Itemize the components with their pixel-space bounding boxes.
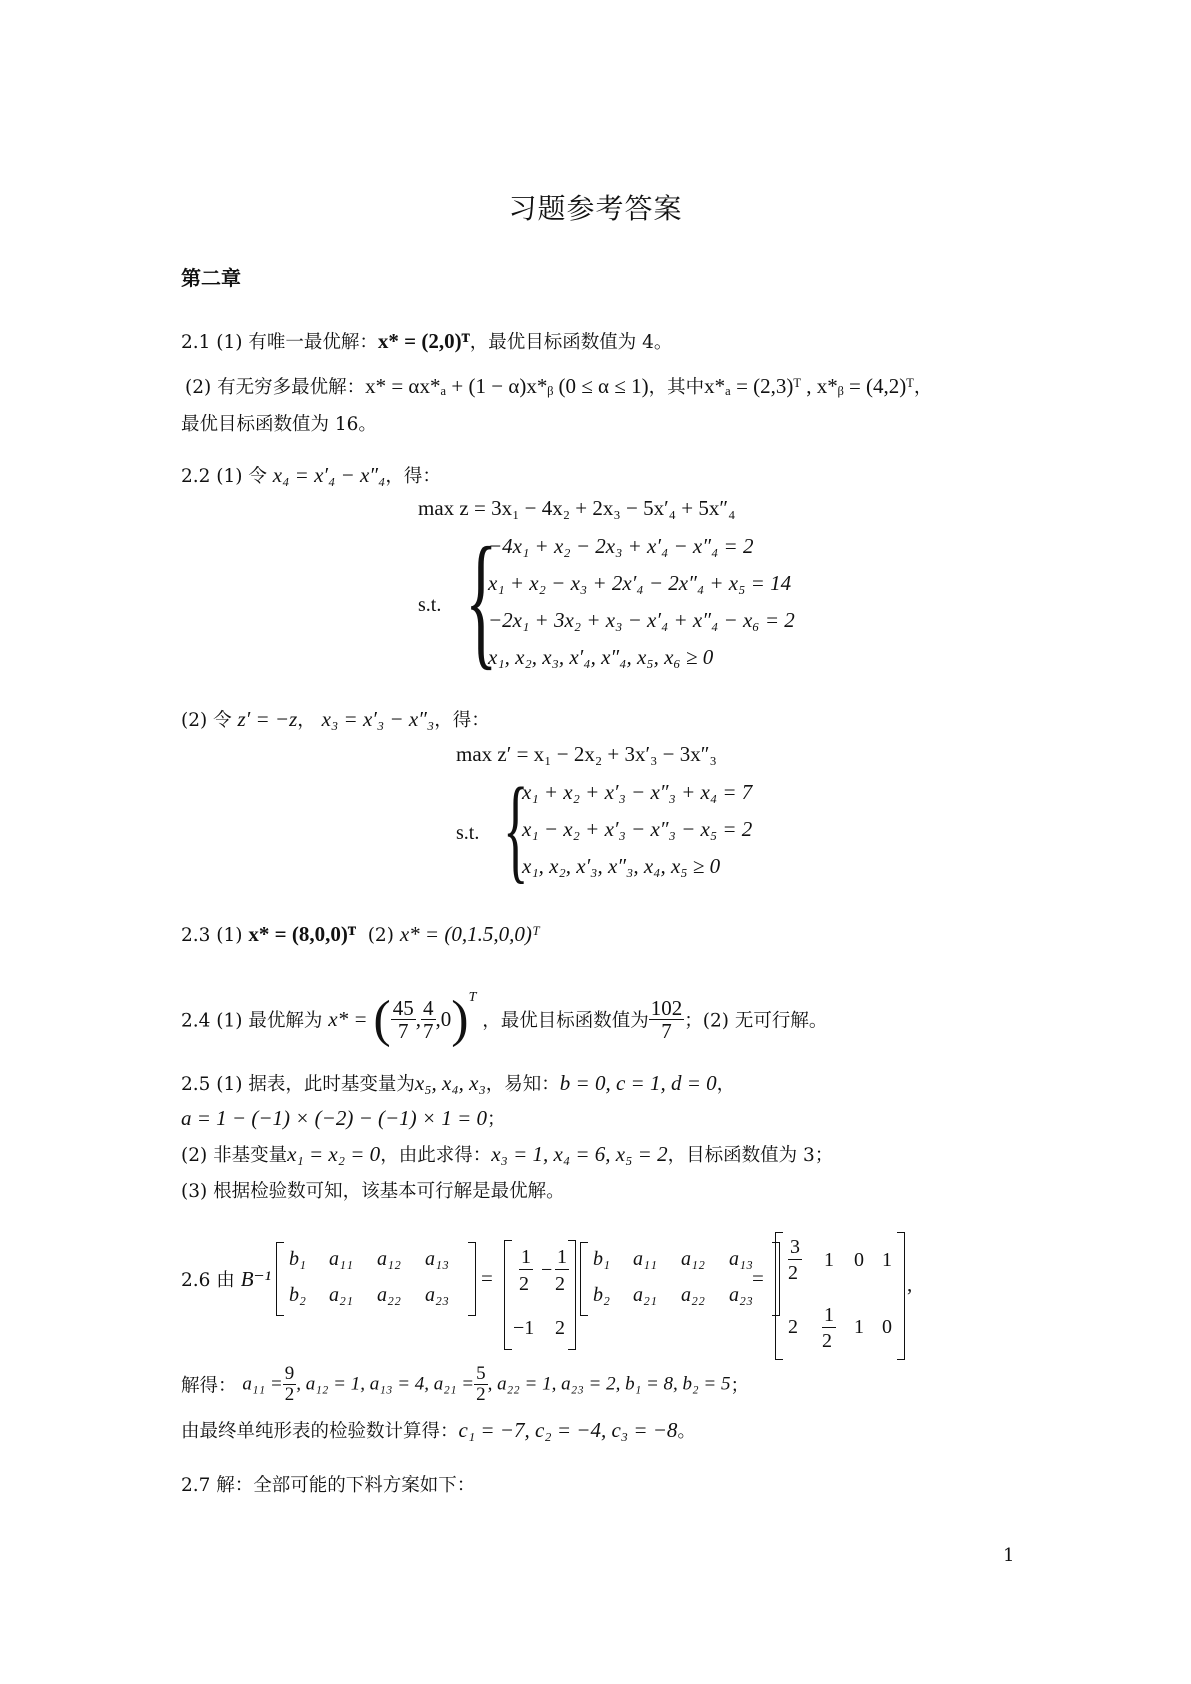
answer-2-3: 2.3 (1) x* = (8,0,0)ᵀ (2) x* = (0,1.5,0,0)ᵀ: [181, 922, 540, 946]
lp2-constraint-1: x₁ + x₂ + x′₃ − x″₃ + x₄ = 7: [522, 780, 753, 804]
answer-2-6-c-values: 由最终单纯形表的检验数计算得：c₁ = −7, c₂ = −4, c₃ = −8。: [181, 1418, 696, 1442]
fraction-9-2: $\frac{9}{2}$: [284, 1363, 295, 1405]
answer-2-6-solution: 解得： a₁₁ = $\frac{9}{2}$ , a₁₂ = 1, a₁₃ = 4, a₂₁ = $\frac{5}{2}$ , a₂₂ = 1, a₂₃ = 2, b₁ = 8, b₂ = 5；: [181, 1363, 749, 1405]
lp1-constraint-3: −2x₁ + 3x₂ + x₃ − x′₄ + x″₄ − x₆ = 2: [488, 608, 795, 632]
matrix-b-inverse: 1 2 − 1 2 −1 2: [504, 1240, 576, 1350]
answer-2-5-line1: 2.5 (1) 据表，此时基变量为x₅, x₄, x₃，易知：b = 0, c = 1, d = 0，: [181, 1071, 736, 1095]
answer-2-1-part1: 2.1 (1) 有唯一最优解：x* = (2,0)ᵀ，最优目标函数值为 4。: [181, 329, 673, 353]
lp2-st-label: s.t.: [456, 822, 480, 844]
lp2-constraint-3: x₁, x₂, x′₃, x″₃, x₄, x₅ ≥ 0: [522, 854, 721, 878]
lp2-brace: {: [503, 763, 529, 894]
matrix-result: 3 2 1 0 1 2 1 2 1 0: [775, 1232, 905, 1360]
equals-2: =: [752, 1266, 764, 1290]
lp1-st-label: s.t.: [418, 594, 442, 616]
equals-1: =: [481, 1266, 493, 1290]
matrix-b-a-left: b₁ a₁₁ a₁₂ a₁₃ b₂ a₂₁ a₂₂ a₂₃: [276, 1242, 476, 1316]
answer-2-5-line4: (3) 根据检验数可知，该基本可行解是最优解。: [181, 1181, 565, 1202]
fraction-4-7: $\frac{4}{7}$: [423, 995, 434, 1043]
page-title: 习题参考答案: [508, 192, 683, 225]
lp2-constraint-2: x₁ − x₂ + x′₃ − x″₃ − x₅ = 2: [522, 817, 753, 841]
lp1-objective: max z = 3x₁ − 4x₂ + 2x₃ − 5x′₄ + 5x″₄: [418, 496, 736, 520]
matrix-trailing-comma: ,: [907, 1272, 913, 1296]
page-number: 1: [1003, 1545, 1015, 1566]
fraction-102-7: $\frac{102}{7}$: [650, 995, 683, 1043]
fraction-5-2: $\frac{5}{2}$: [476, 1363, 486, 1405]
answer-2-1-part2: (2) 有无穷多最优解：x* = αx*ₐ + (1 − α)x*ᵦ (0 ≤ α ≤ 1)，其中x*ₐ = (2,3)ᵀ , x*ᵦ = (4,2)ᵀ，: [185, 374, 933, 398]
answer-2-7: 2.7 解：全部可能的下料方案如下：: [181, 1475, 476, 1496]
lp1-constraint-1: −4x₁ + x₂ − 2x₃ + x′₄ − x″₄ = 2: [488, 534, 754, 558]
answer-2-5-line3: (2) 非基变量x₁ = x₂ = 0，由此求得：x₃ = 1, x₄ = 6, x₅ = 2，目标函数值为 3；: [181, 1142, 834, 1166]
answer-2-2-part2-intro: (2) 令 z′ = −z， x₃ = x′₃ − x″₃，得：: [181, 707, 490, 731]
answer-2-6-label: 2.6 由 B⁻¹: [181, 1267, 271, 1291]
lp1-brace: {: [465, 517, 498, 683]
lp1-constraint-4: x₁, x₂, x₃, x′₄, x″₄, x₅, x₆ ≥ 0: [488, 645, 714, 669]
answer-2-5-line2: a = 1 − (−1) × (−2) − (−1) × 1 = 0；: [181, 1106, 506, 1130]
answer-2-2-part1-intro: 2.2 (1) 令 x₄ = x′₄ − x″₄，得：: [181, 463, 441, 487]
chapter-heading: 第二章: [181, 266, 241, 290]
fraction-45-7: $\frac{45}{7}$: [392, 995, 414, 1043]
answer-2-1-part2-value: 最优目标函数值为 16。: [181, 414, 377, 435]
lp2-objective: max z′ = x₁ − 2x₂ + 3x′₃ − 3x″₃: [456, 742, 717, 766]
answer-2-4: 2.4 (1) 最优解为 x* = ( $\frac{45}{7}$ , $\frac{4}{7}$ ,0)$^T$ ，最优目标函数值为 $\frac{102}{7}$ ；(2) 无可行解。: [181, 990, 828, 1048]
lp1-constraint-2: x₁ + x₂ − x₃ + 2x′₄ − 2x″₄ + x₅ = 14: [488, 571, 792, 595]
matrix-b-a-right: b₁ a₁₁ a₁₂ a₁₃ b₂ a₂₁ a₂₂ a₂₃: [580, 1242, 780, 1316]
